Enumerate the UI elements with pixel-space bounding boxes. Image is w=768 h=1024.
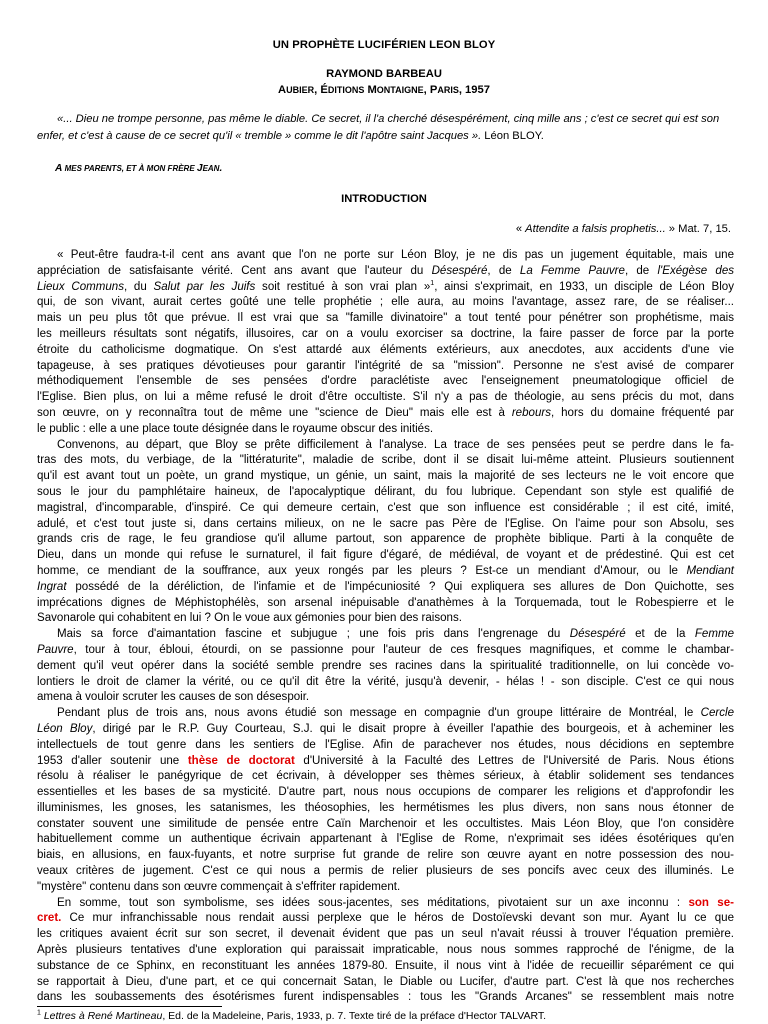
text-line: constater souvent une similitude de pensée entre Caïn Marchenoir et les occultistes. Mais Léon Bloy, que l'on considère [37,817,734,830]
text-line: veaux critères de jugement. C'est ce qui nous a permis de relier plusieurs de ses poncifs avec ceux des illuminés. Le [37,865,734,878]
publisher-line: AUBIER, ÉDITIONS MONTAIGNE, PARIS, 1957 [278,84,490,96]
text-line: l'Eglise. Bien plus, on lui a même refusé le droit d'être occultiste. S'il n'y a pas de théologie, au sens précis du mot, dans [37,391,734,404]
text-line: son œuvre, on y reconnaîtra tout de même une "science de Dieu" mais elle est à rebours, hors du domaine fréquenté par [37,406,734,419]
highlighted-text: son se- [688,896,734,909]
book-title: UN PROPHÈTE LUCIFÉRIEN LEON BLOY [272,39,496,51]
text-line: Lieux Communs, du Salut par les Juifs soit restitué à son vrai plan »$^1$, ainsi s'exprimait, en 1933, un disciple de Léon Bloy [37,279,734,293]
epigraph-attribution: Léon BLOY. [481,130,544,142]
text-line: 1953 d'aller soutenir une thèse de doctorat d'Université à la Faculté des Lettres de l'Université de Paris. Nous étions [37,754,735,767]
paragraph [37,627,734,706]
text-line: résolu à réaliser le panégyrique de cet écrivain, à développer ses thèmes sérieux, à établir solidement ses tendances [37,770,734,783]
text-line: Savonarole qui cohabitent en lui ? On le voue aux gémonies pour bien des raisons. [37,612,462,625]
text-line: "mystère" contenu dans son œuvre commençait à s'effriter rapidement. [37,880,401,893]
author-name: RAYMOND BARBEAU [326,68,442,80]
footnote-ref: 1 [430,279,435,287]
text-line: appréciation de satisfaisante vérité. Cent ans avant que l'auteur du Désespéré, de La Femme Pauvre, de l'Exégèse des [37,264,735,277]
footnote-text: , Ed. de la Madeleine, Paris, 1933, p. 7. Texte tiré de la préface d'Hector TALVART. [162,1010,547,1022]
highlighted-text: cret. [37,912,62,925]
text-line: adulé, et c'est tout juste si, dans certains milieux, on ne le sacre pas Père de l'Eglise. On l'aime pour son Absolu, ses [37,517,734,530]
epigraph [37,111,734,145]
footnote-ref-title: Lettres à René Martineau [43,1010,163,1022]
text-line: étroite du catholicisme dogmatique. On s'est attardé aux éléments extérieurs, aux anecdotes, aux accidents d'une vie [37,343,734,356]
text-line: Léon Bloy, dirigé par le R.P. Guy Courteau, S.J. qui le disait propre à éveiller l'apathie des bourgeois, et à acheminer les [37,722,734,735]
intro-epigraph: « Attendite a falsis prophetis... » Mat. 7, 15. [515,223,731,235]
footnote [37,1010,546,1022]
text-line: dement qu'il veut opérer dans la société semble prendre ses racines dans la spiritualité traditionnelle, on lui concède vo- [37,659,734,672]
text-line: Pauvre, tour à tour, ébloui, étourdi, on se passionne pour l'auteur de ces fresques magnifiques, et comme le chambar- [37,643,734,656]
text-line: biais, en allusions, en faux-fuyants, et notre surprise fut grande de relire son œuvre ayant en notre possession des nou- [37,849,734,862]
text-line: méthodiquement l'ensemble de ses pensées d'ordre paraclétiste avec l'enseignement pneumatologique officiel de [37,375,734,388]
text-line: substance de ce Sphinx, en reconstituant les années 1879-80. Ensuite, il nous vint à l'idée de recueillir séparément ce qui [37,959,734,972]
text-line: En somme, tout son symbolisme, ses idées sous-jacentes, ses méditations, pivotaient sur un axe inconnu : son se- [57,896,734,909]
text-line: tapageuse, à ses pratiques dévotieuses pour garantir l'intégrité de sa "mission". Personne ne s'est avisé de comparer [37,359,734,372]
text-line: essentielles et les bases de sa mysticité. D'autre part, nous nous occupions de comparer les religions et d'approfondir les [37,786,734,799]
text-line: qu'il est avant tout un poète, un grand mystique, un génie, un saint, mais la majorité de ses lecteurs ne le voit encore que [37,470,734,483]
text-line: le public : elle a une place toute désignée dans le royaume obscur des initiés. [37,422,434,435]
text-line: mais un peu plus tôt que prévue. Il est vrai que sa "famille divinatoire" a tout tenté pour pénétrer son prophétisme, mais [37,312,734,325]
epigraph-quote: «... Dieu ne trompe personne, pas même le diable. Ce secret, il l'a cherché désespérément, cinq mille ans ; c'est ce secret qui est son enfer, et c'est à cause de ce secret qu'il « tremble » comme le dit l'apôtre saint Jacques ». [37,113,720,142]
text-line: Convenons, au départ, que Bloy se prête difficilement à l'analyse. La trace de ses pensées peut se perdre dans le fa- [57,438,734,451]
text-line: Après plusieurs tentatives d'une exploration qui paraissait impraticable, nous nous sommes rapproché de l'énigme, de la [37,944,734,957]
footnote-mark: 1 [37,1009,41,1017]
text-line: cret. Ce mur infranchissable nous rendait aussi perplexe que le héros de Dostoïevski devant son mur. Ayant lu ce que [37,912,734,925]
text-line: les critiques avaient écrit sur son secret, il devenait évident que pas un seul n'avait réussi à trouver l'équation première. [37,928,734,941]
text-line: Dieu, dans un monde qui refuse le surnaturel, il fait figure d'égaré, de médiéval, de voyant et de prédestiné. Qui est cet [37,549,734,562]
paragraph [37,706,734,896]
text-line: homme, ce mendiant de la souffrance, aux yeux rongés par les pleurs ? Est-ce un mendiant d'Amour, ou le Mendiant [37,564,734,577]
text-line: Ingrat possédé de la déréliction, de l'infamie et de l'impécuniosité ? Qui expliquera ses allures de Don Quichotte, ses [37,580,734,593]
highlighted-text: thèse de doctorat [187,754,295,767]
footnote-separator [37,1006,222,1007]
paragraph [37,438,734,628]
text-line: Mais sa force d'aimantation fascine et subjugue ; une fois pris dans l'engrenage du Désespéré et de la Femme [57,628,734,641]
text-line: illuminismes, les gnoses, les satanismes, les théosophies, les hermétismes les plus divers, non sans nous étonner de [37,801,734,814]
text-line: dans les soubassements des ésotérismes furent indispensables : tous les "Grands Arcanes" se ressemblent mais notre [37,991,734,1004]
text-line: amena à vouloir scruter les causes de son désespoir. [37,691,310,704]
text-line: « Peut-être faudra-t-il cent ans avant que l'on ne porte sur Léon Bloy, je ne dis pas un jugement équitable, mais une [57,249,734,261]
text-line: les meilleurs résultats sont négatifs, illusoires, car on a voulu exorciser sa doctrine, la faire passer de force par la porte [37,327,734,340]
body-text [37,248,734,1006]
text-line: habituellement comme un authentique écrivain appartenant à l'Eglise de Rome, n'exprimait ses idées ésotériques qu'en [37,833,734,846]
section-heading: INTRODUCTION [341,193,427,205]
text-line: lontiers le droit de clamer la vérité, ou ce qu'il dit être la vérité, jusqu'à devenir, - hélas ! - son disciple. C'est ce qui nous [37,675,734,688]
text-line: qui, de son vivant, aurait certes goûté une telle prophétie ; elle aura, au moins l'avantage, assez rare, de se réaliser... [37,296,734,309]
text-line: sous le jour du pamphlétaire haineux, de l'apocalyptique délirant, du fou lubrique. Cependant son style est qualifié de [37,485,734,498]
text-line: Pendant plus de trois ans, nous avons étudié son message en compagnie d'un groupe littéraire de Montréal, le Cercle [57,707,734,720]
paragraph [37,248,734,438]
dedication: A MES PARENTS, ET À MON FRÈRE JEAN. [55,163,223,174]
text-line: imprécations dignes de Méphistophélès, son arsenal inépuisable d'anathèmes à la Torquemada, tout le Robespierre et le [37,596,734,609]
text-line: tras des mots, du verbiage, de la "littératurite", maladie de scribe, dont il se disait lui-même atteint. Plusieurs soutiennent [37,454,734,467]
paragraph [37,896,734,1007]
text-line: se rapportait à Dieu, d'une part, et ce qui concernait Satan, le Diable ou Lucifer, d'autre part. C'est là que nos recherches [37,975,734,988]
text-line: intellectuels de tout genre dans les sentiers de l'Eglise. Afin de parachever nos études, nous décidions en septembre [37,738,734,751]
text-line: grands cris de rage, le feu grandiose qu'il allume partout, son apparence de prophète biblique. Parti à la conquête de [37,533,734,546]
text-line: magistral, d'incomparable, d'inspiré. Ce qui demeure certain, c'est que son influence est considérable ; il est cité, imité, [37,501,734,514]
